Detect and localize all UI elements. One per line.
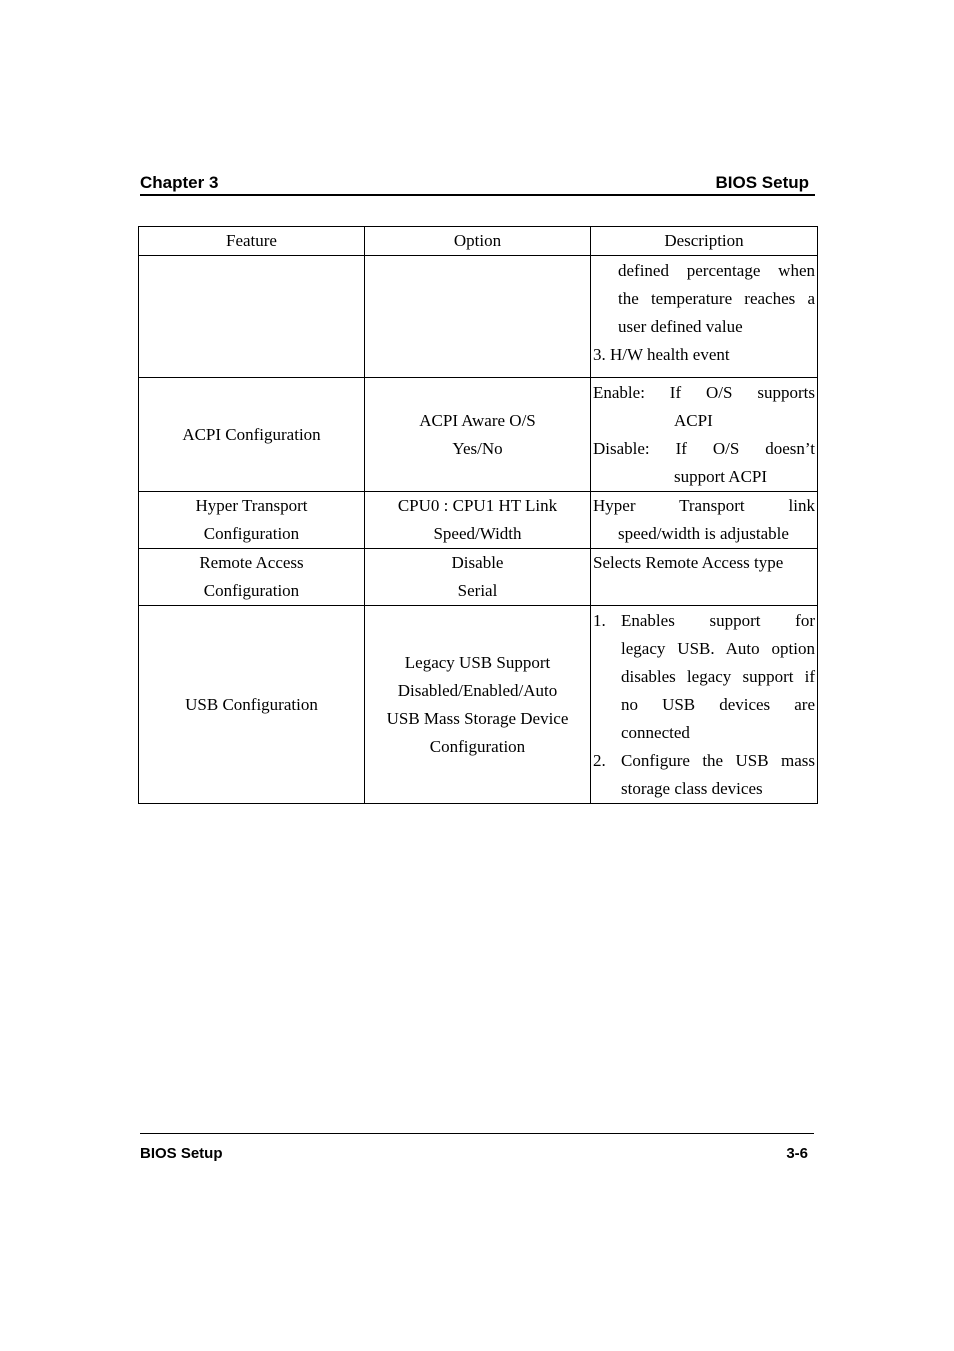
list-item <box>593 747 815 803</box>
page-number: 3-6 <box>786 1145 808 1162</box>
table-header-row <box>139 227 818 256</box>
feature-line: Hyper Transport <box>195 496 308 515</box>
feature-cell <box>139 606 365 804</box>
section-label: BIOS Setup <box>715 173 809 192</box>
option-line: USB Mass Storage Device <box>386 708 569 728</box>
column-header-description: Description <box>591 227 818 256</box>
feature-line: Configuration <box>203 524 300 543</box>
option-line: CPU0 : CPU1 HT Link <box>397 496 558 515</box>
option-cell <box>365 606 591 804</box>
description-line: defined percentage when <box>618 261 815 280</box>
chapter-label: Chapter 3 <box>140 173 219 192</box>
description-cell <box>591 492 818 549</box>
list-item-body <box>621 607 815 747</box>
list-item-body <box>621 747 815 803</box>
option-line: Disable <box>451 553 504 572</box>
table-row <box>139 378 818 492</box>
description-line: Disable: If O/S doesn’t <box>593 439 815 458</box>
description-line: no USB devices are <box>621 695 815 714</box>
option-line: Legacy USB Support <box>404 652 551 672</box>
description-line: user defined value <box>618 317 743 336</box>
table-row <box>139 492 818 549</box>
option-line: Disabled/Enabled/Auto <box>397 680 558 700</box>
option-cell <box>365 256 591 378</box>
feature-cell <box>139 492 365 549</box>
option-line: Serial <box>457 581 498 600</box>
description-cell <box>591 378 818 492</box>
option-line: ACPI Aware O/S <box>419 410 536 430</box>
description-line: Hyper Transport link <box>593 496 815 515</box>
feature-line: Configuration <box>203 581 300 600</box>
description-line: Enable: If O/S supports <box>593 383 815 402</box>
description-line: the temperature reaches a <box>618 289 815 308</box>
page-footer <box>140 1133 814 1162</box>
option-cell <box>365 492 591 549</box>
description-line: speed/width is adjustable <box>618 524 789 543</box>
option-line: Speed/Width <box>433 524 522 543</box>
description-cell <box>591 606 818 804</box>
description-line: legacy USB. Auto option <box>621 639 815 658</box>
description-line: Selects Remote Access type <box>593 553 784 572</box>
list-item <box>593 607 815 747</box>
column-header-feature: Feature <box>139 227 365 256</box>
page-header <box>140 172 815 196</box>
list-item-number: 2. <box>593 751 606 770</box>
table-row <box>139 606 818 804</box>
option-line: Yes/No <box>452 438 503 458</box>
option-cell <box>365 549 591 606</box>
description-line: Configure the USB mass <box>621 751 815 770</box>
description-line: storage class devices <box>621 779 763 798</box>
description-cell <box>591 256 818 378</box>
table-row <box>139 256 818 378</box>
list-item-number: 1. <box>593 611 606 630</box>
feature-cell <box>139 378 365 492</box>
description-line: Enables support for <box>621 611 815 630</box>
column-header-option: Option <box>365 227 591 256</box>
table-row <box>139 549 818 606</box>
feature-cell <box>139 256 365 378</box>
description-cell <box>591 549 818 606</box>
option-line: Configuration <box>429 736 526 756</box>
description-line: 3. H/W health event <box>593 345 730 364</box>
footer-title: BIOS Setup <box>140 1145 223 1162</box>
description-line: disables legacy support if <box>621 667 815 686</box>
feature-line: USB Configuration <box>185 694 318 714</box>
description-line: connected <box>621 723 690 742</box>
feature-cell <box>139 549 365 606</box>
description-line: ACPI <box>674 411 713 430</box>
option-cell <box>365 378 591 492</box>
description-line: support ACPI <box>674 467 768 486</box>
bios-feature-table <box>138 226 818 804</box>
feature-line: ACPI Configuration <box>182 424 321 444</box>
feature-line: Remote Access <box>199 553 304 572</box>
